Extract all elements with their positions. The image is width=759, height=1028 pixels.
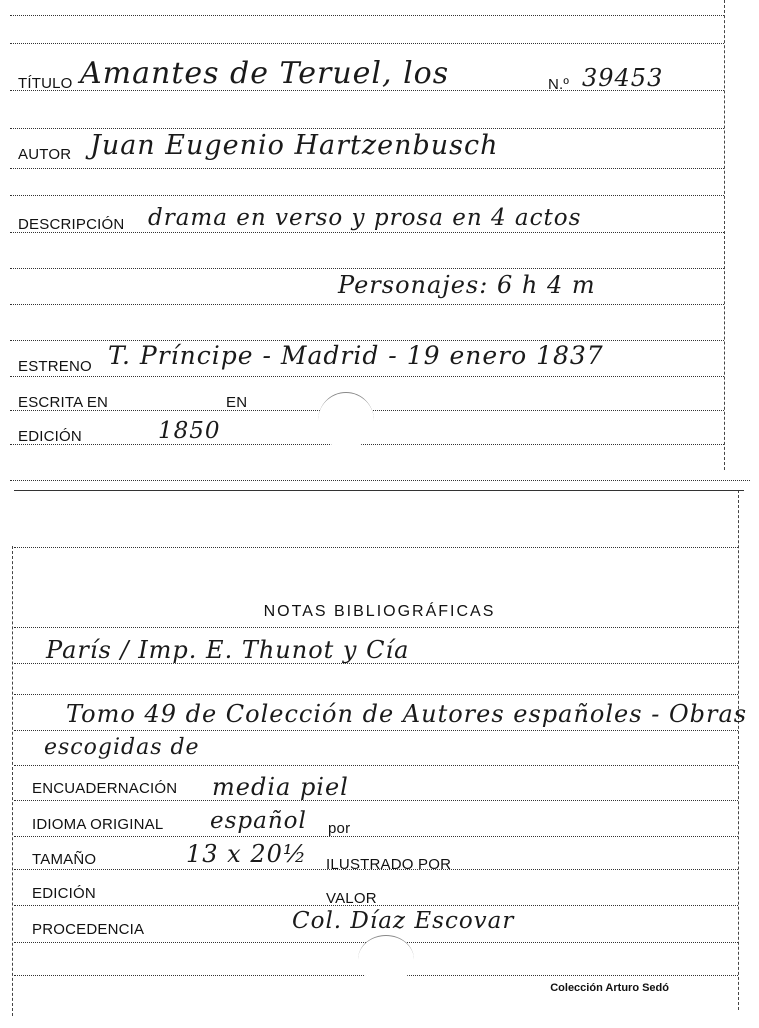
rule <box>10 268 724 269</box>
estreno-value: T. Príncipe - Madrid - 19 enero 1837 <box>108 341 604 370</box>
nota-line-3: escogidas de <box>44 735 200 760</box>
rule <box>10 195 724 196</box>
numero-label: N.º <box>548 76 570 93</box>
en-label: EN <box>226 394 248 411</box>
encuadernacion-label: ENCUADERNACIÓN <box>32 780 178 797</box>
procedencia-value: Col. Díaz Escovar <box>292 908 515 934</box>
descripcion-value: drama en verso y prosa en 4 actos <box>148 205 582 231</box>
rule <box>10 15 724 16</box>
por-label: por <box>328 820 351 837</box>
rule <box>14 800 738 801</box>
encuadernacion-value: media piel <box>212 773 349 801</box>
rule <box>10 376 724 377</box>
rule <box>14 836 738 837</box>
numero-value: 39453 <box>582 64 664 92</box>
escrita-en-label: ESCRITA EN <box>18 394 109 411</box>
idioma-label: IDIOMA ORIGINAL <box>32 816 164 833</box>
punch-hole <box>358 935 414 984</box>
personajes-value: Personajes: 6 h 4 m <box>338 271 596 299</box>
rule <box>10 43 724 44</box>
notas-heading: NOTAS BIBLIOGRÁFICAS <box>263 603 496 620</box>
ilustrado-label: ILUSTRADO POR <box>326 856 452 873</box>
card-top-edge <box>14 490 744 491</box>
rule <box>10 168 724 169</box>
tamano-value: 13 x 20½ <box>186 840 308 868</box>
catalog-card-top <box>0 0 759 500</box>
autor-value: Juan Eugenio Hartzenbusch <box>90 130 499 161</box>
rule <box>10 128 724 129</box>
card-right-edge <box>724 0 725 470</box>
rule <box>10 304 724 305</box>
edicion-label: EDICIÓN <box>18 428 82 445</box>
rule <box>14 694 738 695</box>
rule <box>10 480 750 481</box>
idioma-value: español <box>210 808 307 834</box>
punch-hole <box>318 392 374 449</box>
procedencia-label: PROCEDENCIA <box>32 921 145 938</box>
nota-line-2: Tomo 49 de Colección de Autores españoles - Obras <box>66 700 748 728</box>
autor-label: AUTOR <box>18 146 72 163</box>
card-right-edge <box>738 490 739 1010</box>
rule <box>10 444 724 445</box>
titulo-label: TÍTULO <box>18 75 73 92</box>
tamano-label: TAMAÑO <box>32 851 97 868</box>
nota-line-1: París / Imp. E. Thunot y Cía <box>46 636 410 664</box>
descripcion-label: DESCRIPCIÓN <box>18 216 125 233</box>
rule <box>14 627 738 628</box>
rule <box>14 547 738 548</box>
valor-label: VALOR <box>326 890 377 907</box>
titulo-value: Amantes de Teruel, los <box>80 56 450 91</box>
estreno-label: ESTRENO <box>18 358 92 375</box>
edicion-value: 1850 <box>158 418 221 444</box>
rule <box>14 765 738 766</box>
rule <box>14 730 738 731</box>
collection-footer: Colección Arturo Sedó <box>550 982 669 994</box>
edicion-label-bottom: EDICIÓN <box>32 885 96 902</box>
